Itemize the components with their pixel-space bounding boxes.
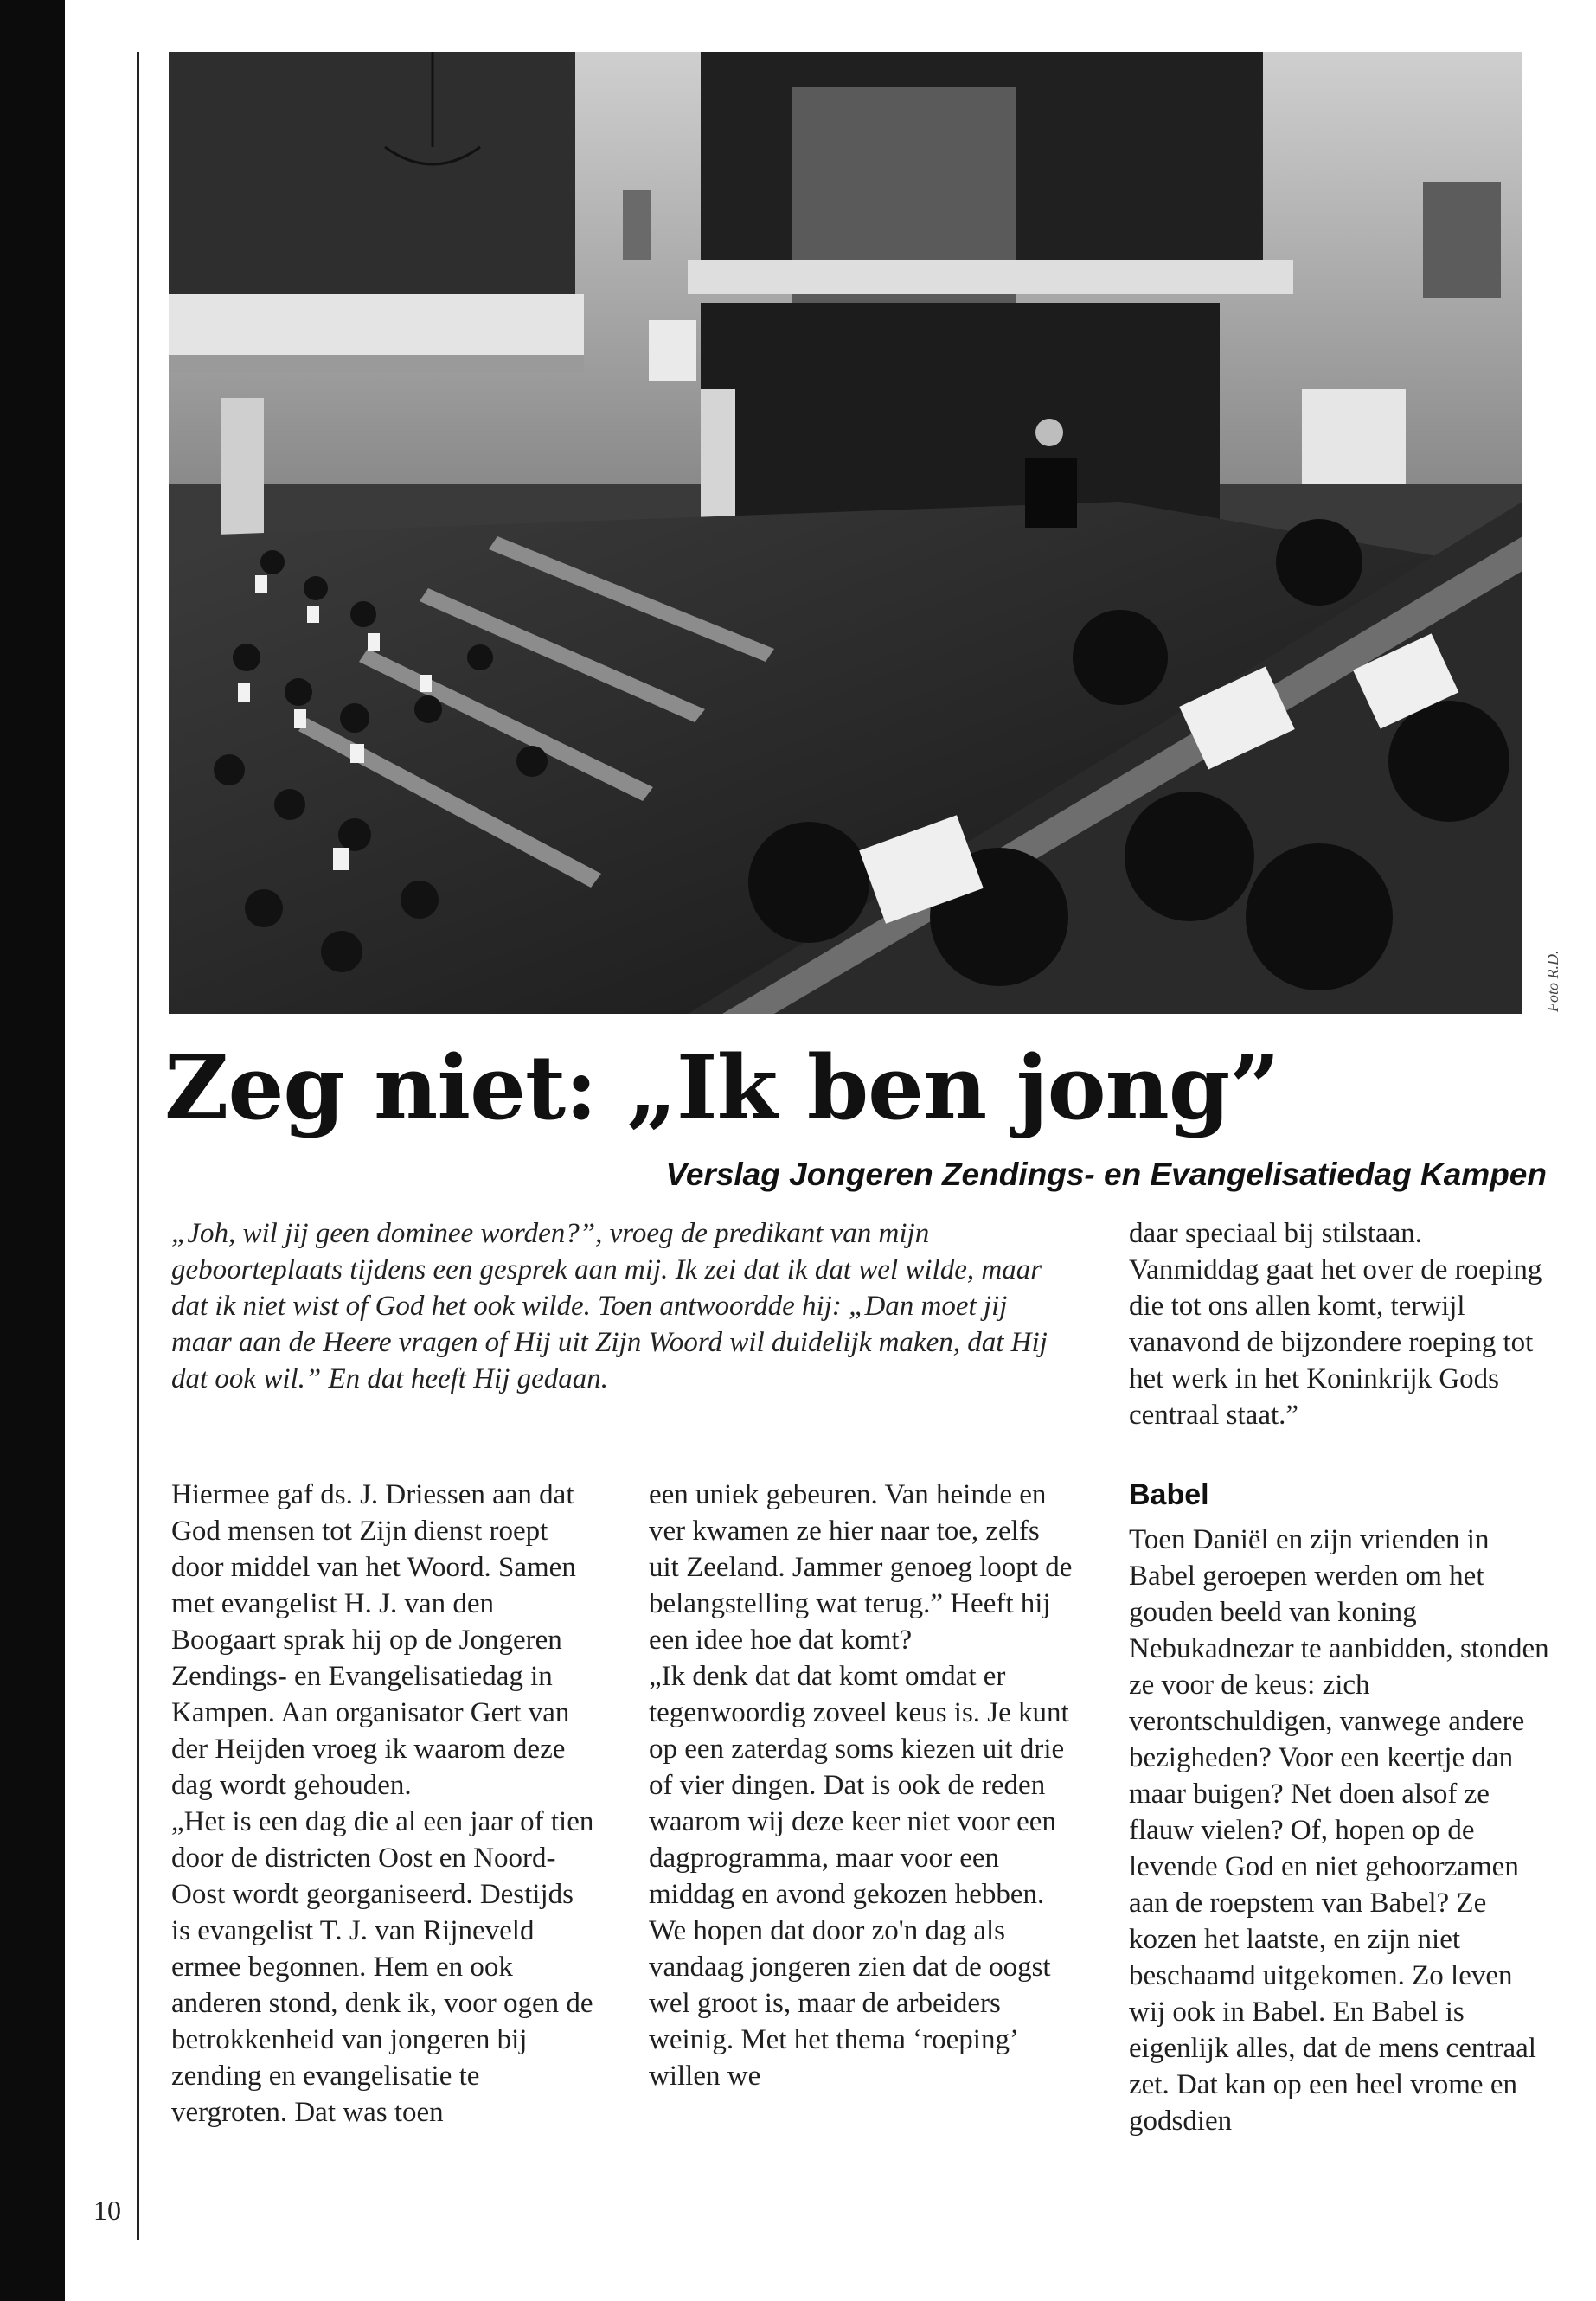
- photo-credit: Foto R.D.: [1544, 950, 1561, 1012]
- church-photo: [169, 52, 1522, 1014]
- subheadline: Verslag Jongeren Zendings- en Evangelisatiedag Kampen: [665, 1157, 1547, 1192]
- intro-paragraph: „Joh, wil jij geen dominee worden?”, vroeg de predikant van mijn geboorteplaats tijdens een gesprek aan mij. Ik zei dat ik dat wel wilde, maar dat ik niet wist of God het ook wilde. Toen antwoordde hij: „Dan moet jij maar aan de Heere vragen of Hij uit Zijn Woord wil duidelijk maken, dat Hij dat ook wil.” En dat heeft Hij gedaan.: [171, 1218, 1048, 1394]
- column-2: [649, 1477, 1073, 2094]
- body-paragraph: daar speciaal bij stilstaan. Vanmiddag gaat het over de roeping die tot ons allen komt, terwijl vanavond de bijzondere roeping tot het werk in het Koninkrijk Gods centraal staat.”: [1129, 1218, 1542, 1431]
- column-1: [171, 1477, 595, 2131]
- body-paragraph: „Ik denk dat dat komt omdat er tegenwoordig zoveel keus is. Je kunt op een zaterdag soms kiezen uit drie of vier dingen. Dat is ook de reden waarom wij deze keer niet voor een dagprogramma, maar voor een middag en avond gekozen hebben. We hopen dat door zo'n dag als vandaag jongeren zien dat de oogst wel groot is, maar de arbeiders weinig. Met het thema ‘roeping’ willen we: [649, 1661, 1069, 2092]
- body-paragraph: een uniek gebeuren. Van heinde en ver kwamen ze hier naar toe, zelfs uit Zeeland. Jammer genoeg loopt de belangstelling wat terug.” Heeft hij een idee hoe dat komt?: [649, 1479, 1073, 1656]
- body-paragraph: „Het is een dag die al een jaar of tien door de districten Oost en Noord-Oost wordt georganiseerd. Destijds is evangelist T. J. van Rijneveld ermee begonnen. Hem en ook anderen stond, denk ik, voor ogen de betrokkenheid van jongeren bij zending en evangelisatie te vergroten. Dat was toen: [171, 1806, 594, 2128]
- section-heading: Babel: [1129, 1478, 1209, 1511]
- column-3: [1129, 1215, 1553, 2139]
- scan-edge: [0, 0, 65, 2301]
- church-photo-drawing: [169, 52, 1522, 1014]
- body-paragraph: Toen Daniël en zijn vrienden in Babel geroepen werden om het gouden beeld van koning Nebukadnezar te aanbidden, stonden ze voor de keus: zich verontschuldigen, vanwege andere bezigheden? Voor een keertje dan maar buigen? Net doen alsof ze flauw vielen? Of, hopen op de levende God en niet gehoorzamen aan de roepstem van Babel? Ze kozen het laatste, en zijn niet beschaamd uitgekomen. Zo leven wij ook in Babel. En Babel is eigenlijk alles, dat de mens centraal zet. Dat kan op een heel vrome en godsdien: [1129, 1524, 1549, 2137]
- margin-rule: [137, 52, 139, 2240]
- page-number: 10: [93, 2195, 121, 2226]
- body-paragraph: Hiermee gaf ds. J. Driessen aan dat God mensen tot Zijn dienst roept door middel van het Woord. Samen met evangelist H. J. van den Boogaart sprak hij op de Jongeren Zendings- en Evangelisatiedag in Kampen. Aan organisator Gert van der Heijden vroeg ik waarom deze dag wordt gehouden.: [171, 1479, 576, 1801]
- headline: Zeg niet: „Ik ben jong”: [164, 1036, 1279, 1140]
